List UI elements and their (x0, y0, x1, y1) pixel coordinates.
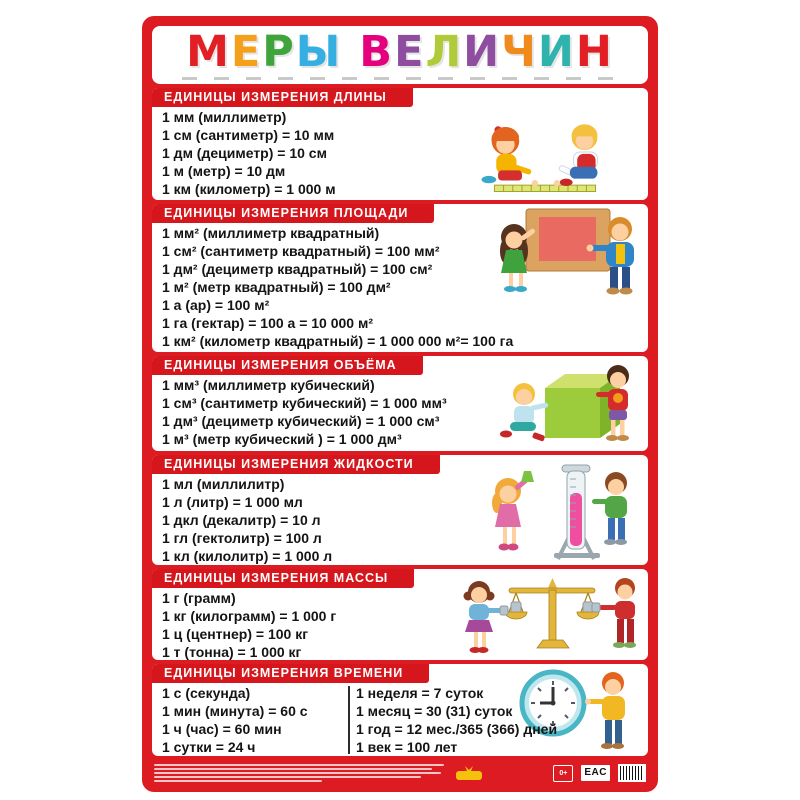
age-rating-badge: 0+ (553, 765, 573, 782)
measure-line: 1 л (литр) = 1 000 мл (162, 494, 303, 510)
measure-line: 1 век = 100 лет (356, 739, 458, 755)
section-area-header: ЕДИНИЦЫ ИЗМЕРЕНИЯ ПЛОЩАДИ (152, 204, 434, 223)
page-title (186, 27, 614, 77)
footer-strip (152, 760, 648, 786)
measure-line: 1 см³ (сантиметр кубический) = 1 000 мм³ (162, 395, 447, 411)
section-volume-header: ЕДИНИЦЫ ИЗМЕРЕНИЯ ОБЪЁМА (152, 356, 423, 375)
measure-line: 1 дм² (дециметр квадратный) = 100 см² (162, 261, 433, 277)
section-mass-header: ЕДИНИЦЫ ИЗМЕРЕНИЯ МАССЫ (152, 569, 414, 588)
section-volume-lines (152, 375, 648, 448)
section-time (152, 664, 648, 756)
measure-line: 1 га (гектар) = 100 а = 10 000 м² (162, 315, 373, 331)
section-mass (152, 569, 648, 660)
title-letter: Е (230, 27, 263, 77)
title-letter: Ч (501, 27, 538, 77)
measures-poster (142, 16, 658, 792)
measure-line: 1 м³ (метр кубический ) = 1 000 дм³ (162, 431, 402, 447)
measure-line: 1 дм (дециметр) = 10 см (162, 145, 327, 161)
section-liquid-header: ЕДИНИЦЫ ИЗМЕРЕНИЯ ЖИДКОСТИ (152, 455, 440, 474)
measure-line: 1 мл (миллилитр) (162, 476, 285, 492)
time-column-right (356, 684, 648, 756)
title-letter: Е (394, 27, 426, 77)
section-liquid (152, 455, 648, 565)
measure-line: 1 год = 12 мес./365 (366) дней (356, 721, 558, 737)
title-letter: И (463, 27, 502, 77)
section-time-header: ЕДИНИЦЫ ИЗМЕРЕНИЯ ВРЕМЕНИ (152, 664, 429, 683)
measure-line: 1 мм³ (миллиметр кубический) (162, 377, 375, 393)
measure-line: 1 мин (минута) = 60 с (162, 703, 308, 719)
title-letter: Н (575, 27, 614, 77)
measure-line: 1 дкл (декалитр) = 10 л (162, 512, 321, 528)
title-letter: Л (425, 27, 464, 77)
title-underline-dashes (182, 77, 618, 80)
publisher-logo (452, 765, 486, 781)
section-liquid-lines (152, 474, 648, 565)
title-letter: М (186, 27, 231, 77)
eac-mark: EAC (581, 765, 610, 781)
title-letter: И (537, 27, 576, 77)
section-area-lines (152, 223, 648, 350)
measure-line: 1 м² (метр квадратный) = 100 дм² (162, 279, 391, 295)
measure-line: 1 т (тонна) = 1 000 кг (162, 644, 302, 660)
section-time-columns (152, 683, 648, 756)
imprint-text (154, 764, 444, 782)
section-mass-lines (152, 588, 648, 660)
measure-line: 1 км (километр) = 1 000 м (162, 181, 336, 197)
title-letter: Р (262, 27, 296, 77)
measure-line: 1 м (метр) = 10 дм (162, 163, 286, 179)
barcode (618, 764, 646, 782)
poster-title-box (152, 26, 648, 84)
section-volume (152, 356, 648, 451)
measure-line: 1 сутки = 24 ч (162, 739, 256, 755)
measure-line: 1 дм³ (дециметр кубический) = 1 000 см³ (162, 413, 440, 429)
time-column-left (162, 684, 348, 756)
section-length (152, 88, 648, 200)
title-letter (342, 27, 359, 77)
measure-line: 1 с (секунда) (162, 685, 251, 701)
measure-line: 1 неделя = 7 суток (356, 685, 484, 701)
measure-line: 1 мм (миллиметр) (162, 109, 287, 125)
measure-line: 1 км² (километр квадратный) = 1 000 000 м²= 100 га (162, 333, 514, 349)
measure-line: 1 ч (час) = 60 мин (162, 721, 282, 737)
title-letter: В (359, 27, 395, 77)
measure-line: 1 ц (центнер) = 100 кг (162, 626, 309, 642)
section-length-lines (152, 107, 648, 198)
time-column-divider (348, 686, 350, 754)
measure-line: 1 г (грамм) (162, 590, 236, 606)
measure-line: 1 кг (килограмм) = 1 000 г (162, 608, 337, 624)
measure-line: 1 см² (сантиметр квадратный) = 100 мм² (162, 243, 440, 259)
measure-line: 1 а (ар) = 100 м² (162, 297, 270, 313)
title-letter: Ы (295, 27, 343, 77)
measure-line: 1 мм² (миллиметр квадратный) (162, 225, 380, 241)
measure-line: 1 см (сантиметр) = 10 мм (162, 127, 335, 143)
section-area (152, 204, 648, 352)
section-length-header: ЕДИНИЦЫ ИЗМЕРЕНИЯ ДЛИНЫ (152, 88, 413, 107)
measure-line: 1 гл (гектолитр) = 100 л (162, 530, 322, 546)
measure-line: 1 месяц = 30 (31) суток (356, 703, 513, 719)
measure-line: 1 кл (килолитр) = 1 000 л (162, 548, 333, 564)
